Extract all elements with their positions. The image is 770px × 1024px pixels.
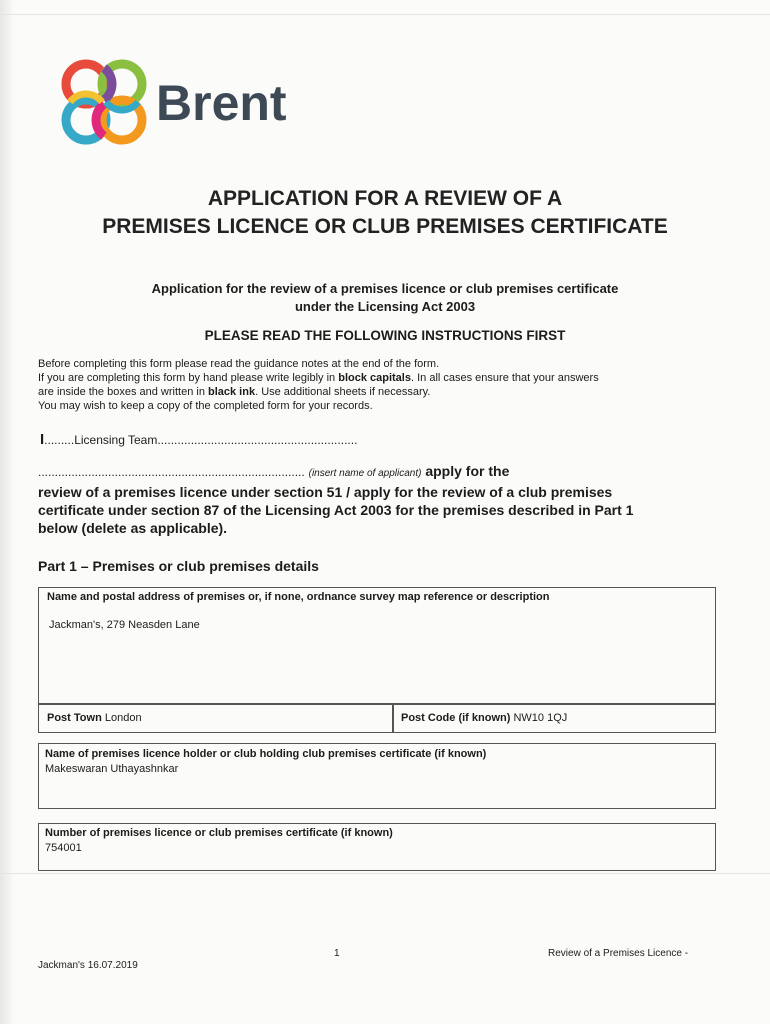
guidance-text: . In all cases ensure that your answers — [410, 372, 599, 384]
applicant-prefix: I — [40, 431, 45, 448]
brent-logo-mark-icon — [58, 58, 152, 148]
form-title — [0, 185, 770, 241]
footer-reference: Jackman's 16.07.2019 — [38, 960, 138, 971]
brent-logo — [58, 58, 287, 148]
applicant-statement-line-3: certificate under section 87 of the Licensing Act 2003 for the premises described in Part 1 — [38, 502, 634, 518]
post-code-value: NW10 1QJ — [513, 712, 568, 724]
applicant-statement-line-1 — [38, 462, 728, 483]
dotted-fill: ................................................................................ — [38, 465, 305, 479]
post-town-value: London — [104, 712, 142, 724]
form-title-line-2: PREMISES LICENCE OR CLUB PREMISES CERTIFICATE — [102, 215, 668, 238]
guidance-line-2 — [38, 371, 738, 385]
premises-address-value: Jackman's, 279 Neasden Lane — [49, 619, 200, 631]
licence-number-field[interactable] — [38, 823, 716, 871]
guidance-line-1: Before completing this form please read the guidance notes at the end of the form. — [38, 358, 440, 370]
guidance-text: If you are completing this form by hand please write legibly in — [38, 372, 339, 384]
statement-text: apply for the — [421, 463, 510, 479]
post-town-field[interactable] — [38, 703, 394, 733]
form-subtitle-line-2: under the Licensing Act 2003 — [294, 299, 476, 314]
post-code-label: Post Code (if known) — [401, 712, 511, 724]
guidance-emphasis: black ink — [208, 386, 256, 398]
post-code-field[interactable] — [392, 703, 716, 733]
guidance-notes — [38, 357, 738, 413]
applicant-statement-line-4: below (delete as applicable). — [38, 520, 228, 536]
licence-holder-value: Makeswaran Uthayashnkar — [45, 763, 179, 775]
scan-artifact-line — [0, 14, 770, 15]
applicant-name[interactable]: Licensing Team — [74, 433, 158, 447]
licence-number-value: 754001 — [45, 842, 82, 854]
post-code-row — [401, 712, 567, 724]
footer-document-title: Review of a Premises Licence - — [548, 948, 689, 959]
premises-address-label: Name and postal address of premises or, if none, ordnance survey map reference or description — [47, 591, 550, 603]
scan-artifact-line — [0, 873, 770, 874]
licence-holder-field[interactable] — [38, 743, 716, 809]
premises-address-field[interactable] — [38, 587, 716, 705]
dotted-fill: ............................................................ — [157, 433, 358, 447]
post-town-label: Post Town — [47, 712, 102, 724]
instructions-heading: PLEASE READ THE FOLLOWING INSTRUCTIONS FIRST — [204, 328, 566, 343]
guidance-emphasis: block capitals — [338, 372, 411, 384]
guidance-text: are inside the boxes and written in — [38, 386, 208, 398]
guidance-line-4: You may wish to keep a copy of the completed form for your records. — [38, 400, 373, 412]
applicant-statement-line-2: review of a premises licence under section 51 / apply for the review of a club premises — [38, 484, 613, 500]
licence-number-label: Number of premises licence or club premises certificate (if known) — [45, 827, 393, 839]
applicant-identity-line — [40, 431, 357, 448]
form-subtitle-line-1: Application for the review of a premises licence or club premises certificate — [151, 281, 619, 296]
dotted-fill: ......... — [44, 433, 75, 447]
insert-hint: (insert name of applicant) — [308, 468, 422, 479]
form-subtitle — [0, 280, 770, 316]
post-town-row — [47, 712, 142, 724]
licence-holder-label: Name of premises licence holder or club holding club premises certificate (if known) — [45, 748, 487, 760]
part-1-heading: Part 1 – Premises or club premises details — [38, 558, 319, 574]
applicant-statement — [38, 462, 728, 537]
scan-edge — [0, 0, 12, 1024]
brent-wordmark: Brent — [156, 75, 287, 131]
guidance-line-3 — [38, 385, 738, 399]
page-number: 1 — [334, 948, 340, 959]
form-title-line-1: APPLICATION FOR A REVIEW OF A — [207, 187, 563, 210]
guidance-text: . Use additional sheets if necessary. — [255, 386, 431, 398]
